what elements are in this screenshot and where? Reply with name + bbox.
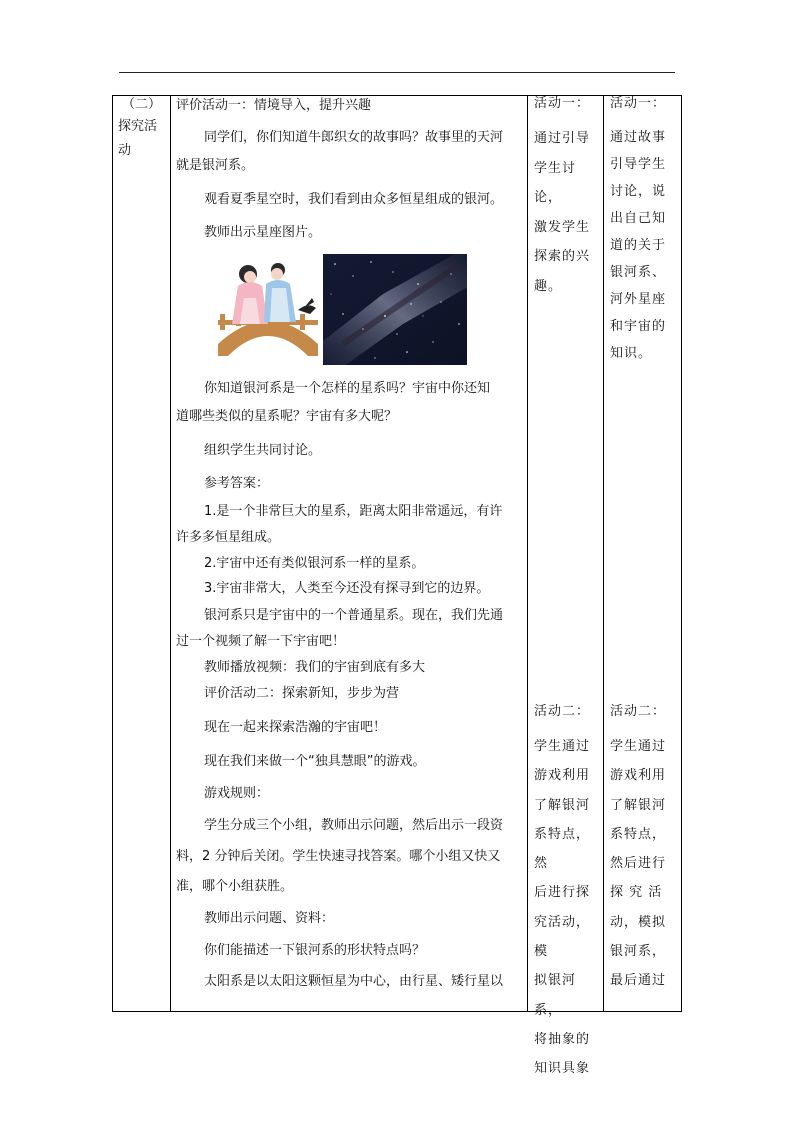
text-line: 趣。 xyxy=(534,278,563,294)
text-line: 学生讨论， xyxy=(534,160,577,205)
text-line: 活动二： xyxy=(610,704,667,719)
answer-item: 许多多恒星组成。 xyxy=(176,530,281,545)
text-line: 探索的兴 xyxy=(534,249,591,264)
paragraph: 现在一起来探索浩瀚的宇宙吧！ xyxy=(204,720,387,735)
text-line: 银河系， xyxy=(610,944,667,960)
text-line: 知识。 xyxy=(610,346,653,361)
text-line: 学生通过 xyxy=(610,739,667,754)
text-line: 出自己知 xyxy=(610,211,667,226)
text-line: 和宇宙的 xyxy=(610,319,667,334)
paragraph: 组织学生共同讨论。 xyxy=(204,443,322,458)
paragraph: 就是银河系。 xyxy=(176,158,255,173)
text-line: 了解银河 xyxy=(534,797,591,813)
text-line: 然后进行 xyxy=(610,856,667,872)
paragraph: 同学们，你们知道牛郎织女的故事吗？故事里的天河 xyxy=(204,130,504,145)
paragraph: 教师播放视频：我们的宇宙到底有多大 xyxy=(204,660,426,675)
section-label xyxy=(118,96,168,162)
paragraph: 准，哪个小组获胜。 xyxy=(176,879,294,894)
paragraph: 过一个视频了解一下宇宙吧！ xyxy=(176,634,346,649)
text-line: 系特点，然 xyxy=(534,826,591,872)
activity-two-title: 评价活动二：探索新知，步步为营 xyxy=(204,686,400,701)
text-line: 通过故事 xyxy=(610,130,667,145)
paragraph: 教师出示星座图片。 xyxy=(204,225,322,240)
paragraph: 游戏规则： xyxy=(204,786,270,801)
paragraph: 参考答案： xyxy=(204,476,270,491)
section-number: （二） xyxy=(122,97,162,112)
paragraph: 料，2 分钟后关闭。学生快速寻找答案。哪个小组又快又 xyxy=(176,849,501,864)
answer-item: 3.宇宙非常大，人类至今还没有探寻到它的边界。 xyxy=(204,581,490,596)
paragraph: 观看夏季星空时，我们看到由众多恒星组成的银河。 xyxy=(204,192,504,207)
paragraph: 你知道银河系是一个怎样的星系吗？宇宙中你还知 xyxy=(204,381,491,396)
text-line: 游戏利用 xyxy=(610,768,667,784)
design-intent-two xyxy=(610,702,666,996)
text-line: 道的关于 xyxy=(610,238,667,253)
text-line: 了解银河 xyxy=(610,797,667,813)
text-line: 激发学生 xyxy=(534,219,591,235)
text-line: 系特点， xyxy=(610,826,667,842)
section-name-line2: 动 xyxy=(118,143,132,158)
text-line: 游戏利用 xyxy=(534,768,591,784)
text-line: 究活动，模 xyxy=(534,914,591,960)
paragraph: 银河系只是宇宙中的一个普通星系。现在，我们先通 xyxy=(204,608,504,623)
design-intent-one xyxy=(610,96,666,367)
text-line: 动，模拟 xyxy=(610,914,667,930)
paragraph: 现在我们来做一个“独具慧眼”的游戏。 xyxy=(204,754,426,769)
text-line: 最后通过 xyxy=(610,973,667,989)
header-rule xyxy=(119,72,675,73)
text-line: 通过引导 xyxy=(534,131,591,146)
paragraph: 道哪些类似的星系呢？宇宙有多大呢？ xyxy=(176,409,398,424)
paragraph: 学生分成三个小组，教师出示问题，然后出示一段资 xyxy=(204,818,504,833)
text-line: 拟银河系， xyxy=(534,973,577,1018)
paragraph: 教师出示问题、资料： xyxy=(204,911,335,926)
text-line: 活动一： xyxy=(610,96,667,111)
text-line: 活动二： xyxy=(534,704,591,719)
text-line: 银河系、 xyxy=(610,265,667,280)
student-activity-one xyxy=(534,96,600,301)
text-line: 讨论，说 xyxy=(610,184,667,199)
milky-way-image xyxy=(323,254,467,365)
text-line: 后进行探 xyxy=(534,885,591,901)
paragraph: 你们能描述一下银河系的形状特点吗？ xyxy=(204,943,426,958)
text-line: 知识具象 xyxy=(534,1061,591,1077)
text-line: 河外星座 xyxy=(610,292,667,307)
student-activity-two xyxy=(534,702,600,1084)
activity-one-title: 评价活动一：情境导入，提升兴趣 xyxy=(176,98,372,113)
section-name-line1: 探究活 xyxy=(118,119,158,134)
cowherd-weaver-illustration xyxy=(216,258,320,362)
text-line: 学生通过 xyxy=(534,739,591,754)
answer-item: 1.是一个非常巨大的星系，距离太阳非常遥远，有许 xyxy=(204,504,503,519)
text-line: 探 究 活 xyxy=(610,885,663,901)
text-line: 活动一： xyxy=(534,96,591,111)
paragraph: 太阳系是以太阳这颗恒星为中心，由行星、矮行星以 xyxy=(204,974,504,989)
text-line: 引导学生 xyxy=(610,157,667,172)
answer-item: 2.宇宙中还有类似银河系一样的星系。 xyxy=(204,556,425,571)
text-line: 将抽象的 xyxy=(534,1031,591,1047)
